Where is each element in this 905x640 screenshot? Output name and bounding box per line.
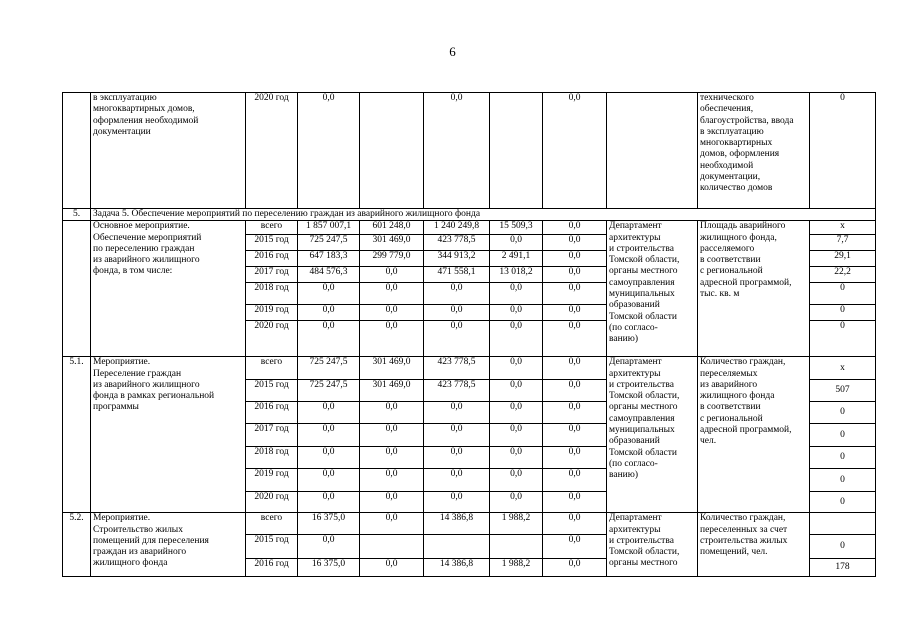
other-sources-cell: 0,0 (543, 559, 607, 577)
indicator-value-cell: 0 (810, 469, 876, 492)
indicator-value-cell: 0 (810, 402, 876, 424)
federal-budget-cell: 0,0 (360, 469, 424, 492)
federal-budget-cell: 301 469,0 (360, 235, 424, 251)
year-cell: всего (246, 357, 298, 380)
local-budget-cell: 0,0 (490, 321, 543, 357)
indicator-name-cell: Площадь аварийного жилищного фонда, расселяемого в соответствии с региональной адресной программой, тыс. кв. м (698, 221, 810, 357)
local-budget-cell: 0,0 (490, 283, 543, 305)
table-row (63, 513, 876, 535)
task-header-row (63, 209, 876, 221)
federal-budget-cell: 0,0 (360, 305, 424, 321)
total-funding-cell: 484 576,3 (298, 267, 360, 283)
total-funding-cell: 0,0 (298, 283, 360, 305)
row-number-cell (63, 93, 91, 209)
local-budget-cell: 0,0 (490, 235, 543, 251)
indicator-name-cell: Количество граждан, переселенных за счет строительства жилых помещений, чел. (698, 513, 810, 577)
year-cell: 2016 год (246, 559, 298, 577)
total-funding-cell: 1 857 007,1 (298, 221, 360, 235)
regional-budget-cell: 0,0 (424, 492, 490, 513)
row-number-cell (63, 221, 91, 357)
other-sources-cell: 0,0 (543, 424, 607, 447)
total-funding-cell: 0,0 (298, 469, 360, 492)
regional-budget-cell: 14 386,8 (424, 559, 490, 577)
other-sources-cell: 0,0 (543, 267, 607, 283)
responsible-cell (607, 93, 698, 209)
total-funding-cell: 16 375,0 (298, 513, 360, 535)
local-budget-cell: 0,0 (490, 357, 543, 380)
indicator-name-cell: Количество граждан, переселяемых из аварийного жилищного фонда в соответствии с региональной адресной программой, чел. (698, 357, 810, 513)
regional-budget-cell: 0,0 (424, 424, 490, 447)
other-sources-cell: 0,0 (543, 469, 607, 492)
activity-name-cell: Мероприятие. Переселение граждан из аварийного жилищного фонда в рамках региональной программы (91, 357, 246, 513)
local-budget-cell: 0,0 (490, 380, 543, 402)
other-sources-cell: 0,0 (543, 283, 607, 305)
regional-budget-cell (424, 535, 490, 559)
local-budget-cell: 0,0 (490, 469, 543, 492)
task-number-cell: 5. (63, 209, 91, 221)
indicator-name-cell: технического обеспечения, благоустройства, ввода в эксплуатацию многоквартирных домов, оформления необходимой документации, количество домов (698, 93, 810, 209)
indicator-value-cell: х (810, 221, 876, 235)
federal-budget-cell: 0,0 (360, 424, 424, 447)
regional-budget-cell: 0,0 (424, 402, 490, 424)
federal-budget-cell: 601 248,0 (360, 221, 424, 235)
total-funding-cell: 725 247,5 (298, 357, 360, 380)
year-cell: 2016 год (246, 402, 298, 424)
local-budget-cell: 0,0 (490, 492, 543, 513)
total-funding-cell: 0,0 (298, 93, 360, 209)
indicator-value-cell: 0 (810, 283, 876, 305)
indicator-value-cell: 0 (810, 321, 876, 357)
local-budget-cell: 0,0 (490, 447, 543, 469)
local-budget-cell: 1 988,2 (490, 559, 543, 577)
federal-budget-cell: 299 779,0 (360, 251, 424, 267)
regional-budget-cell: 423 778,5 (424, 357, 490, 380)
page-number: 6 (449, 44, 456, 59)
indicator-value-cell: 22,2 (810, 267, 876, 283)
total-funding-cell: 0,0 (298, 535, 360, 559)
task-title-cell: Задача 5. Обеспечение мероприятий по переселению граждан из аварийного жилищного фонда (91, 209, 876, 221)
table-row (63, 357, 876, 380)
other-sources-cell: 0,0 (543, 447, 607, 469)
indicator-value-cell: 0 (810, 535, 876, 559)
other-sources-cell: 0,0 (543, 492, 607, 513)
total-funding-cell: 16 375,0 (298, 559, 360, 577)
year-cell: 2019 год (246, 469, 298, 492)
federal-budget-cell: 0,0 (360, 492, 424, 513)
indicator-value-cell: 0 (810, 93, 876, 209)
total-funding-cell: 0,0 (298, 492, 360, 513)
year-cell: 2020 год (246, 93, 298, 209)
local-budget-cell: 0,0 (490, 305, 543, 321)
other-sources-cell: 0,0 (543, 93, 607, 209)
other-sources-cell: 0,0 (543, 357, 607, 380)
year-cell: 2016 год (246, 251, 298, 267)
total-funding-cell: 725 247,5 (298, 235, 360, 251)
year-cell: 2020 год (246, 321, 298, 357)
responsible-cell: Департамент архитектуры и строительства Томской области, органы местного самоуправления муниципальных образований Томской области (по согласо- ванию) (607, 357, 698, 513)
other-sources-cell: 0,0 (543, 535, 607, 559)
indicator-value-cell (810, 513, 876, 535)
responsible-cell: Департамент архитектуры и строительства Томской области, органы местного (607, 513, 698, 577)
total-funding-cell: 0,0 (298, 424, 360, 447)
regional-budget-cell: 14 386,8 (424, 513, 490, 535)
table-row (63, 221, 876, 235)
total-funding-cell: 0,0 (298, 447, 360, 469)
federal-budget-cell: 0,0 (360, 321, 424, 357)
federal-budget-cell (360, 535, 424, 559)
federal-budget-cell (360, 93, 424, 209)
regional-budget-cell: 423 778,5 (424, 380, 490, 402)
activity-name-cell: Основное мероприятие. Обеспечение мероприятий по переселению граждан из аварийного жилищного фонда, в том числе: (91, 221, 246, 357)
local-budget-cell: 1 988,2 (490, 513, 543, 535)
regional-budget-cell: 0,0 (424, 447, 490, 469)
program-table-container (62, 92, 875, 577)
table-body (63, 93, 876, 577)
regional-budget-cell: 344 913,2 (424, 251, 490, 267)
federal-budget-cell: 0,0 (360, 283, 424, 305)
year-cell: 2019 год (246, 305, 298, 321)
other-sources-cell: 0,0 (543, 380, 607, 402)
year-cell: 2020 год (246, 492, 298, 513)
year-cell: всего (246, 513, 298, 535)
regional-budget-cell: 0,0 (424, 283, 490, 305)
regional-budget-cell: 471 558,1 (424, 267, 490, 283)
other-sources-cell: 0,0 (543, 235, 607, 251)
row-number-cell: 5.2. (63, 513, 91, 577)
total-funding-cell: 0,0 (298, 305, 360, 321)
indicator-value-cell: 29,1 (810, 251, 876, 267)
indicator-value-cell: 7,7 (810, 235, 876, 251)
regional-budget-cell: 0,0 (424, 469, 490, 492)
federal-budget-cell: 0,0 (360, 402, 424, 424)
responsible-cell: Департамент архитектуры и строительства Томской области, органы местного самоуправления муниципальных образований Томской области (по согласо- ванию) (607, 221, 698, 357)
indicator-value-cell: х (810, 357, 876, 380)
table-row-continuation (63, 93, 876, 209)
federal-budget-cell: 0,0 (360, 267, 424, 283)
other-sources-cell: 0,0 (543, 321, 607, 357)
indicator-value-cell: 507 (810, 380, 876, 402)
activity-name-cell: в эксплуатацию многоквартирных домов, оформления необходимой документации (91, 93, 246, 209)
regional-budget-cell: 0,0 (424, 93, 490, 209)
indicator-value-cell: 0 (810, 447, 876, 469)
other-sources-cell: 0,0 (543, 402, 607, 424)
total-funding-cell: 0,0 (298, 321, 360, 357)
other-sources-cell: 0,0 (543, 221, 607, 235)
year-cell: 2015 год (246, 235, 298, 251)
activity-name-cell: Мероприятие. Строительство жилых помещений для переселения граждан из аварийного жилищного фонда (91, 513, 246, 577)
federal-budget-cell: 0,0 (360, 513, 424, 535)
local-budget-cell: 0,0 (490, 402, 543, 424)
federal-budget-cell: 301 469,0 (360, 380, 424, 402)
year-cell: всего (246, 221, 298, 235)
regional-budget-cell: 423 778,5 (424, 235, 490, 251)
total-funding-cell: 647 183,3 (298, 251, 360, 267)
indicator-value-cell: 178 (810, 559, 876, 577)
row-number-cell: 5.1. (63, 357, 91, 513)
regional-budget-cell: 1 240 249,8 (424, 221, 490, 235)
local-budget-cell: 13 018,2 (490, 267, 543, 283)
federal-budget-cell: 301 469,0 (360, 357, 424, 380)
federal-budget-cell: 0,0 (360, 447, 424, 469)
year-cell: 2018 год (246, 447, 298, 469)
indicator-value-cell: 0 (810, 424, 876, 447)
regional-budget-cell: 0,0 (424, 321, 490, 357)
indicator-value-cell: 0 (810, 305, 876, 321)
year-cell: 2015 год (246, 535, 298, 559)
local-budget-cell (490, 93, 543, 209)
other-sources-cell: 0,0 (543, 513, 607, 535)
program-table (62, 92, 876, 577)
year-cell: 2017 год (246, 267, 298, 283)
year-cell: 2017 год (246, 424, 298, 447)
federal-budget-cell: 0,0 (360, 559, 424, 577)
total-funding-cell: 0,0 (298, 402, 360, 424)
other-sources-cell: 0,0 (543, 305, 607, 321)
local-budget-cell (490, 535, 543, 559)
indicator-value-cell: 0 (810, 492, 876, 513)
year-cell: 2018 год (246, 283, 298, 305)
local-budget-cell: 15 509,3 (490, 221, 543, 235)
regional-budget-cell: 0,0 (424, 305, 490, 321)
total-funding-cell: 725 247,5 (298, 380, 360, 402)
other-sources-cell: 0,0 (543, 251, 607, 267)
local-budget-cell: 0,0 (490, 424, 543, 447)
year-cell: 2015 год (246, 380, 298, 402)
local-budget-cell: 2 491,1 (490, 251, 543, 267)
